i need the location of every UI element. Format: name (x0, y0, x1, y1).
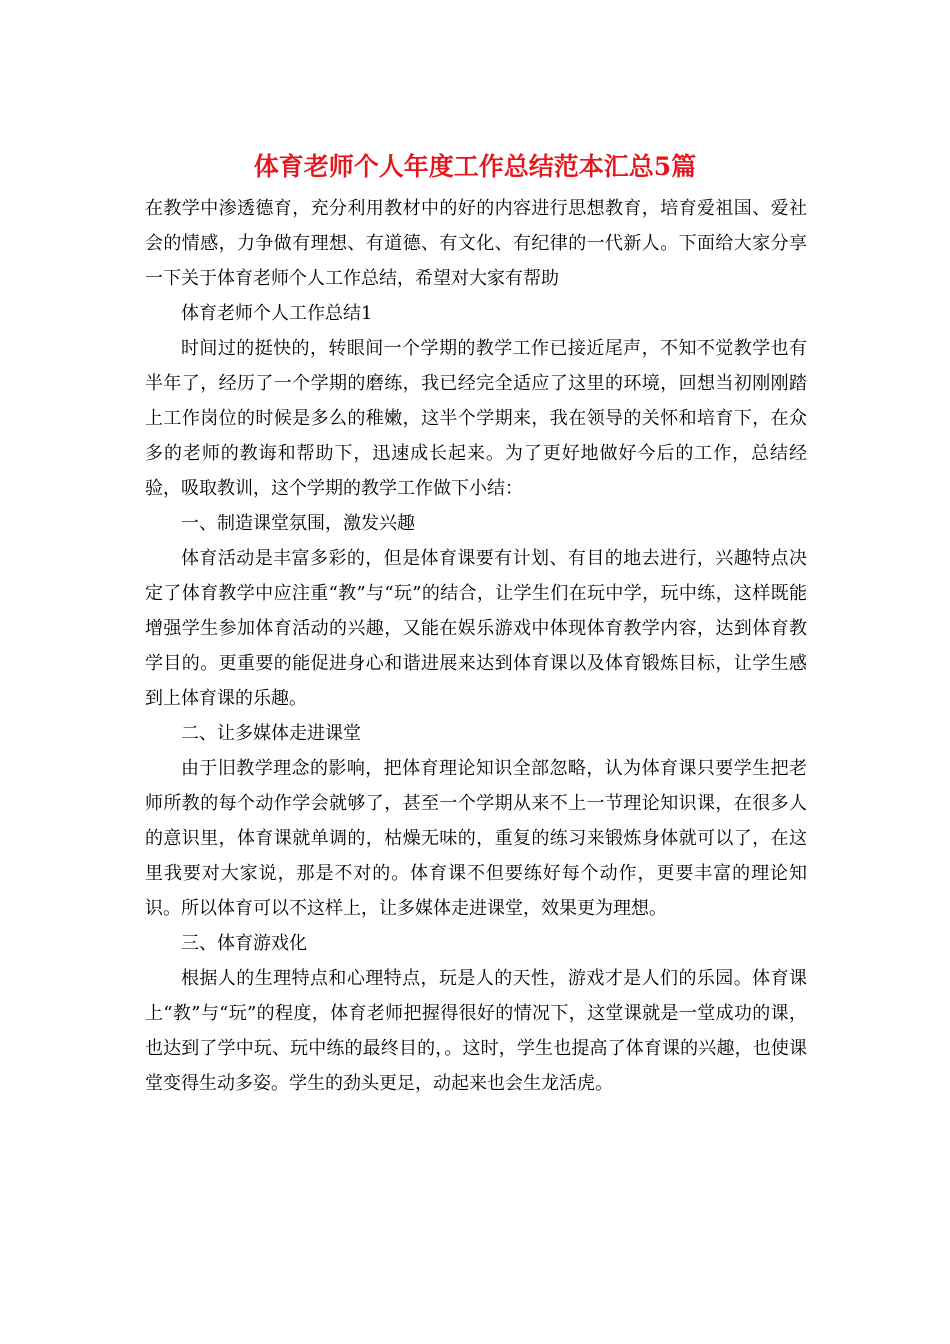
paragraph: 体育活动是丰富多彩的，但是体育课要有计划、有目的地去进行，兴趣特点决定了体育教学中应注重“教”与“玩”的结合，让学生们在玩中学，玩中练，这样既能增强学生参加体育活动的兴趣，又能在娱乐游戏中体现体育教学内容，达到体育教学目的。更重要的能促进身心和谐进展来达到体育课以及体育锻炼目标，让学生感到上体育课的乐趣。 (145, 548, 807, 709)
paragraph: 二、让多媒体走进课堂 (181, 723, 361, 744)
paragraph: 体育老师个人工作总结1 (181, 303, 373, 324)
document-title: 体育老师个人年度工作总结范本汇总5篇 (253, 152, 697, 181)
paragraph: 一、制造课堂氛围，激发兴趣 (181, 513, 415, 534)
paragraph: 由于旧教学理念的影响，把体育理论知识全部忽略，认为体育课只要学生把老师所教的每个动作学会就够了，甚至一个学期从来不上一节理论知识课，在很多人的意识里，体育课就单调的，枯燥无味的，重复的练习来锻炼身体就可以了，在这里我要对大家说，那是不对的。体育课不但要练好每个动作，更要丰富的理论知识。所以体育可以不这样上，让多媒体走进课堂，效果更为理想。 (145, 758, 807, 919)
paragraph: 时间过的挺快的，转眼间一个学期的教学工作已接近尾声，不知不觉教学也有半年了，经历了一个学期的磨练，我已经完全适应了这里的环境，回想当初刚刚踏上工作岗位的时候是多么的稚嫩，这半个学期来，我在领导的关怀和培育下，在众多的老师的教诲和帮助下，迅速成长起来。为了更好地做好今后的工作，总结经验，吸取教训，这个学期的教学工作做下小结： (145, 338, 807, 499)
paragraph: 根据人的生理特点和心理特点，玩是人的天性，游戏才是人们的乐园。体育课上“教”与“玩”的程度，体育老师把握得很好的情况下，这堂课就是一堂成功的课，也达到了学中玩、玩中练的最终目的，。这时，学生也提高了体育课的兴趣，也使课堂变得生动多姿。学生的劲头更足，动起来也会生龙活虎。 (145, 968, 807, 1094)
paragraph: 在教学中渗透德育，充分利用教材中的好的内容进行思想教育，培育爱祖国、爱社会的情感，力争做有理想、有道德、有文化、有纪律的一代新人。下面给大家分享一下关于体育老师个人工作总结，希望对大家有帮助 (145, 198, 807, 289)
document-body (145, 191, 807, 1101)
paragraph: 三、体育游戏化 (181, 933, 307, 954)
